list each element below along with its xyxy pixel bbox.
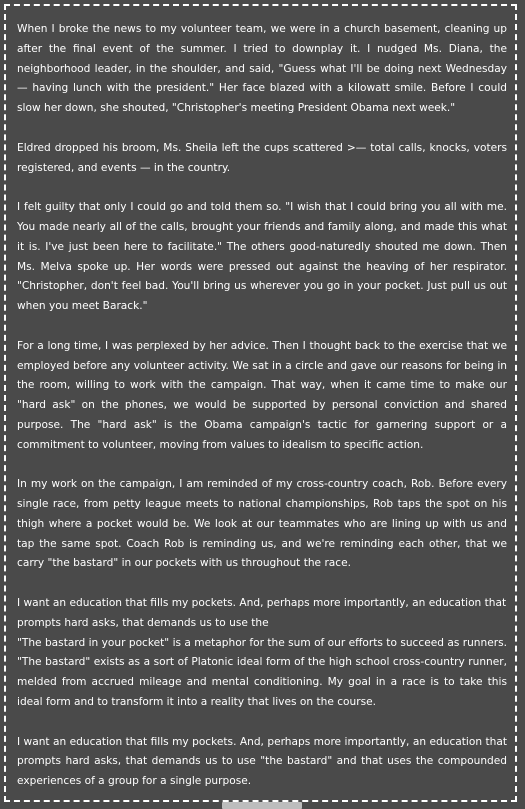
horizontal-scrollbar-thumb[interactable] [222, 802, 302, 809]
paragraph-1: When I broke the news to my volunteer team, we were in a church basement, cleaning up after the final event of the summer. I tried to downplay it. I nudged Ms. Diana, the neighborhood leader, in the shoulder, and said, "Guess what I'll be doing next Wednesday — having lunch with the president." Her face blazed with a kilowatt smile. Before I could slow her down, she shouted, "Christopher's meeting President Obama next week." [17, 23, 507, 114]
paragraph-5: In my work on the campaign, I am reminded of my cross-country coach, Rob. Before every single race, from petty league meets to national championships, Rob taps the spot on his thigh where a pocket would be. We look at our teammates who are lining up with us and tap the same spot. Coach Rob is reminding us, and we're reminding each other, that we carry "the bastard" in our pockets with us throughout the race. [17, 478, 507, 570]
paragraph-7: I want an education that fills my pockets. And, perhaps more importantly, an education that prompts hard asks, that demands us to use "the bastard" and that uses the compounded experiences of a group for a single purpose. [17, 735, 507, 787]
paragraph-4: For a long time, I was perplexed by her advice. Then I thought back to the exercise that we employed before any volunteer activity. We sat in a circle and gave our reasons for being in the room, willing to work with the campaign. That way, when it came time to make our "hard ask" on the phones, we would be supported by personal conviction and shared purpose. The "hard ask" is the Obama campaign's tactic for garnering support or a commitment to volunteer, moving from values to idealism to specific action. [17, 339, 507, 451]
paragraph-6a: I want an education that fills my pockets. And, perhaps more importantly, an education that prompts hard asks, that demands us to use the [17, 597, 507, 629]
paragraph-3: I felt guilty that only I could go and told them so. "I wish that I could bring you all with me. You made nearly all of the calls, brought your friends and family along, and made this what it is. I've just been here to facilitate." The others good-naturedly shouted me down. Then Ms. Melva spoke up. Her words were pressed out against the heaving of her respirator. "Christopher, don't feel bad. You'll bring us wherever you go in your pocket. Just pull us out when you meet Barack." [17, 201, 507, 312]
essay-content [6, 6, 515, 792]
essay-frame [4, 4, 517, 802]
paragraph-6b: "The bastard in your pocket" is a metaphor for the sum of our efforts to succeed as runners. "The bastard" exists as a sort of Platonic ideal form of the high school cross-country runner, melded from accrued mileage and mental conditioning. My goal in a race is to take this ideal form and to transform it into a reality that lives on the course. [17, 636, 507, 708]
paragraph-2: Eldred dropped his broom, Ms. Sheila left the cups scattered >— total calls, knocks, voters registered, and events — in the country. [17, 141, 507, 174]
